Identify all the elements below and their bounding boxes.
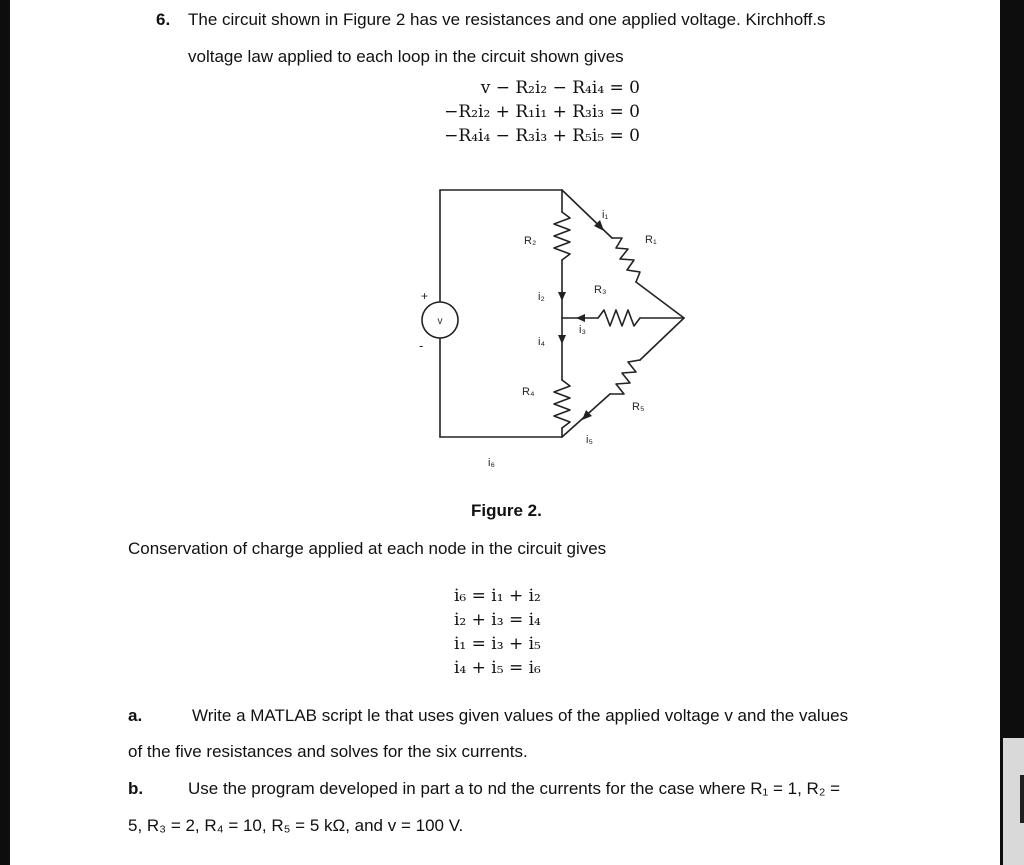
node-equations [454, 584, 594, 680]
arrow-i3 [576, 314, 585, 322]
label-r5: R₅ [632, 401, 645, 413]
label-i6: i₆ [488, 457, 495, 469]
source-minus-sign: - [419, 338, 424, 353]
node-equation-1: i₆ = i₁ + i₂ [454, 586, 541, 606]
part-a-line-1: Write a MATLAB script le that uses given values of the applied voltage v and the values [192, 706, 849, 725]
scrollbar-thumb[interactable] [1020, 775, 1024, 823]
part-b-label: b. [128, 779, 144, 798]
arrow-i2 [558, 292, 566, 301]
figure-caption: Figure 2. [471, 501, 542, 520]
label-i1: i₁ [602, 209, 609, 221]
part-a-label: a. [128, 706, 143, 725]
kvl-equation-3: −R₄i₄ − R₃i₃ + R₅i₅ = 0 [444, 126, 640, 146]
right-frame-border [1000, 0, 1024, 865]
resistor-r1 [612, 238, 640, 282]
label-r1: R₁ [645, 234, 657, 246]
voltage-source-label: v [437, 316, 443, 327]
conservation-text: Conservation of charge applied at each node in the circuit gives [128, 539, 607, 558]
label-r2: R₂ [524, 235, 537, 247]
label-i5: i₅ [586, 434, 593, 446]
wire-diag-up-2 [636, 282, 684, 318]
part-b-line-2: 5, R₃ = 2, R₄ = 10, R₅ = 5 kΩ, and v = 100 V. [128, 816, 464, 835]
label-r4: R₄ [522, 386, 535, 398]
node-equation-4: i₄ + i₅ = i₆ [454, 658, 541, 678]
label-i3: i₃ [579, 324, 586, 336]
resistor-r4 [554, 380, 570, 428]
kvl-equation-2: −R₂i₂ + R₁i₁ + R₃i₃ = 0 [444, 102, 640, 122]
wire-diag-down-1 [640, 318, 684, 360]
label-r3: R₃ [594, 284, 607, 296]
resistor-r3 [598, 310, 640, 326]
label-i4: i₄ [538, 336, 545, 348]
kvl-equation-1: v − R₂i₂ − R₄i₄ = 0 [480, 78, 640, 98]
arrow-i4 [558, 335, 566, 344]
problem-number: 6. [156, 10, 171, 29]
node-equation-2: i₂ + i₃ = i₄ [454, 610, 541, 630]
intro-line-1: The circuit shown in Figure 2 has ve resistances and one applied voltage. Kirchhoff.s [188, 10, 826, 29]
intro-line-2: voltage law applied to each loop in the circuit shown gives [188, 47, 624, 66]
resistor-r5 [610, 360, 640, 394]
node-equation-3: i₁ = i₃ + i₅ [454, 634, 541, 654]
label-i2: i₂ [538, 291, 545, 303]
source-plus-sign: + [421, 289, 429, 303]
resistor-r2 [554, 212, 570, 260]
part-b-line-1: Use the program developed in part a to nd the currents for the case where R₁ = 1, R₂ = [188, 779, 841, 798]
part-a-line-2: of the five resistances and solves for the six currents. [128, 742, 528, 761]
